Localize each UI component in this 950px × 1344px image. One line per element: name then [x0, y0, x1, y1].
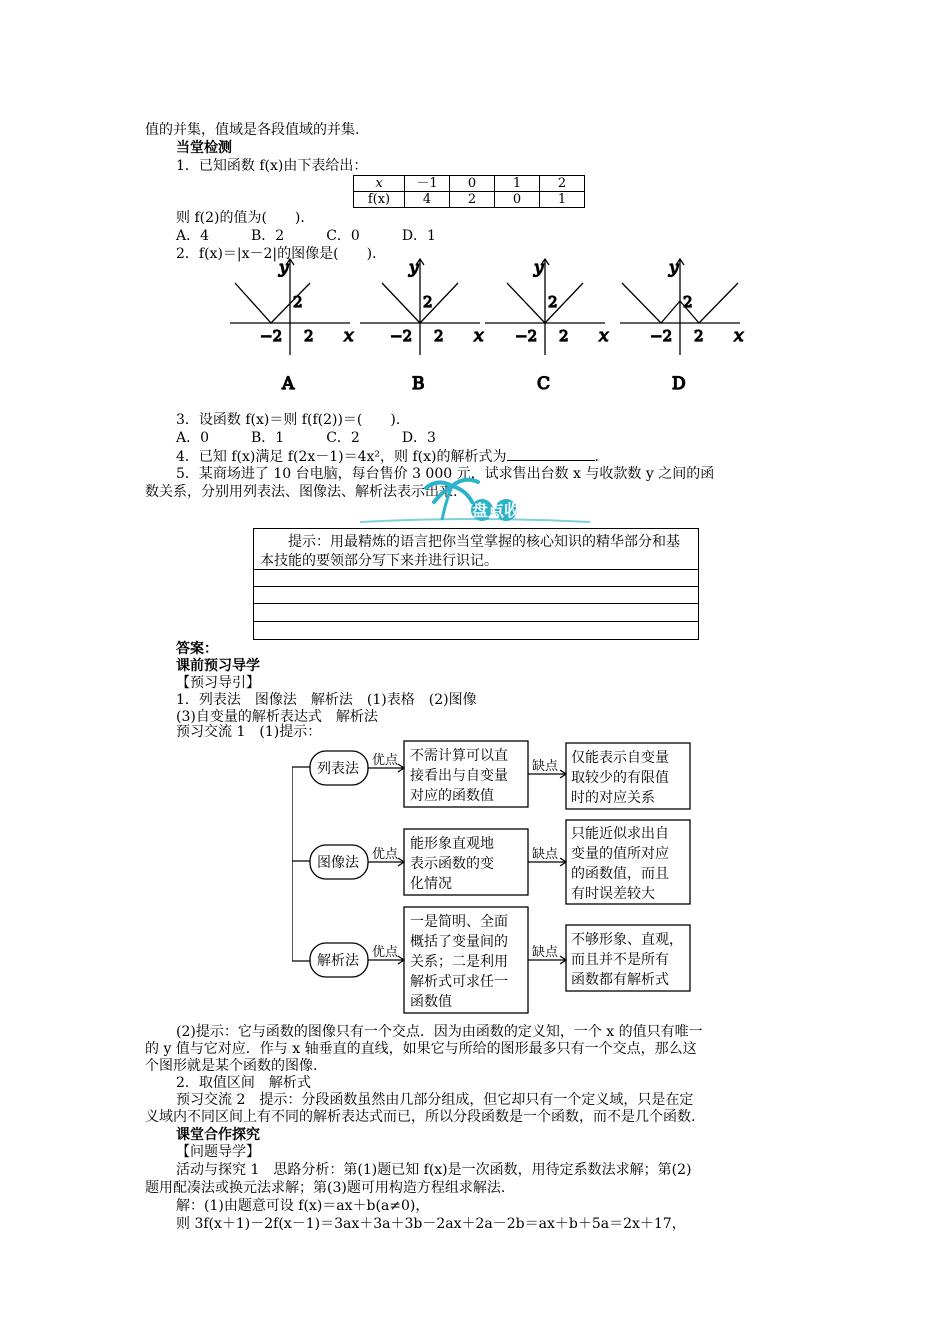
pros-text: 化情况 [410, 876, 452, 892]
question-1: 1．已知函数 f(x)由下表给出： [176, 158, 368, 174]
axis-label-x: x [474, 326, 484, 346]
section-heading: 课堂合作探究 [176, 1127, 260, 1143]
banner-text: 盘点收获 [472, 501, 537, 520]
graph-d [620, 258, 744, 394]
axis-label-y: y [279, 258, 289, 278]
table-cell: 2 [540, 176, 585, 192]
solution-line-1: 解：(1)由题意可设 f(x)＝ax＋b(a≠0)， [176, 1198, 430, 1214]
method-label: 图像法 [317, 855, 359, 871]
table-cell: f(x) [354, 192, 405, 208]
question-1-ask: 则 f(2)的值为( )． [176, 210, 315, 226]
tick-label: 2 [304, 327, 314, 345]
table-cell: x [375, 176, 383, 191]
cons-label: 缺点 [532, 759, 559, 774]
cons-text: 函数都有解析式 [571, 972, 669, 988]
solution-line-2: 则 3f(x＋1)－2f(x－1)＝3ax＋3a＋3b－2ax＋2a－2b＝ax＋b＋5a＝2x＋17， [176, 1216, 686, 1232]
cons-text: 的函数值，而且 [571, 866, 669, 882]
axis-label-y: y [669, 258, 679, 278]
exchange-2-line-2: 义域内不同区间上有不同的解析表达式而已，所以分段函数是一个函数，而不是几个函数. [145, 1109, 696, 1125]
table-cell: 4 [405, 192, 450, 208]
writing-line [254, 603, 698, 604]
graph-options [225, 255, 765, 395]
table-cell: 1 [540, 192, 585, 208]
comparison-diagram [292, 739, 702, 1018]
pros-text: 解析式可求任一 [410, 974, 508, 990]
question-4-text: 4．已知 f(x)满足 f(2x－1)＝4x²，则 f(x)的解析式为 [176, 449, 507, 465]
pros-text: 不需计算可以直 [410, 748, 508, 764]
text-line: 值的并集，值域是各段值域的并集. [145, 122, 360, 138]
pros-text: 对应的函数值 [410, 788, 494, 804]
answers-heading: 答案： [176, 641, 218, 657]
axis-label-y: y [409, 258, 419, 278]
method-label: 列表法 [317, 761, 359, 777]
tick-label: −2 [260, 327, 283, 345]
table-cell: －1 [405, 176, 450, 192]
graph-c [485, 258, 609, 394]
tick-label: 2 [293, 293, 303, 311]
tick-label: 2 [434, 327, 444, 345]
cons-text: 只能近似求出自 [571, 826, 669, 842]
option-label: B [412, 374, 425, 394]
exchange-1: 预习交流 1 (1)提示： [176, 724, 322, 740]
cons-text: 变量的值所对应 [571, 846, 669, 862]
tick-label: 2 [548, 293, 558, 311]
para-2-line-2: 的 y 值与它对应．作与 x 轴垂直的直线，如果它与所给的图形最多只有一个交点，那么这 [145, 1041, 697, 1057]
cons-text: 有时误差较大 [571, 886, 655, 902]
tick-label: −2 [390, 327, 413, 345]
table-cell: 1 [495, 176, 540, 192]
question-5-line-1: 5．某商场进了 10 台电脑，每台售价 3 000 元，试求售出台数 x 与收款数 y 之间的函 [176, 466, 715, 482]
option-label: C [537, 374, 551, 394]
section-heading: 当堂检测 [176, 140, 232, 156]
cons-text: 不够形象、直观， [571, 932, 683, 948]
question-5-line-2: 数关系，分别用列表法、图像法、解析法表示出来. [145, 484, 458, 500]
tick-label: 2 [423, 293, 433, 311]
sub-heading: 【问题导学】 [176, 1144, 260, 1160]
answer-blank [507, 448, 595, 461]
tick-label: 2 [559, 327, 569, 345]
option-label: A [282, 374, 295, 394]
axis-label-y: y [534, 258, 544, 278]
cons-label: 缺点 [532, 945, 559, 960]
pros-label: 优点 [372, 945, 399, 960]
activity-1-line-1: 活动与探究 1 思路分析：第(1)题已知 f(x)是一次函数，用待定系数法求解；第(2) [176, 1162, 692, 1178]
pros-text: 函数值 [410, 994, 452, 1010]
section-heading: 课前预习导学 [176, 658, 260, 674]
summary-hint: 提示：用最精炼的语言把你当堂掌握的核心知识的精华部分和基本技能的要领部分写下来并进行识记。 [260, 534, 680, 569]
graph-a [230, 258, 354, 394]
pros-label: 优点 [372, 847, 399, 862]
sub-heading: 【预习导引】 [176, 675, 260, 691]
tick-label: 2 [694, 327, 704, 345]
pros-text: 一是简明、全面 [410, 914, 508, 930]
axis-label-x: x [344, 326, 354, 346]
question-1-options: A．4 B．2 C．0 D．1 [176, 228, 436, 244]
summary-box [253, 528, 699, 640]
pros-text: 关系；二是利用 [410, 954, 508, 970]
answer-1-cont: (3)自变量的解析表达式 解析法 [176, 709, 378, 725]
answer-1: 1．列表法 图像法 解析法 (1)表格 (2)图像 [176, 692, 477, 708]
method-label: 解析法 [317, 953, 359, 969]
axis-label-x: x [734, 326, 744, 346]
summary-banner [360, 472, 590, 528]
pros-text: 表示函数的变 [410, 856, 494, 872]
cons-text: 时的对应关系 [571, 790, 655, 806]
pros-text: 接看出与自变量 [410, 768, 508, 784]
cons-text: 仅能表示自变量 [571, 750, 669, 766]
exchange-2-line-1: 预习交流 2 提示：分段函数虽然由几部分组成，但它却只有一个定义域，只是在定 [176, 1092, 694, 1108]
para-2-line-3: 个图形就是某个函数的图像. [145, 1058, 318, 1074]
cons-text: 而且并不是所有 [571, 952, 669, 968]
pros-text: 概括了变量间的 [410, 934, 508, 950]
axis-label-x: x [599, 326, 609, 346]
table-cell: 2 [450, 192, 495, 208]
activity-1-line-2: 题用配凑法或换元法求解；第(3)题可用构造方程组求解法. [145, 1180, 506, 1196]
table-cell: 0 [495, 192, 540, 208]
option-label: D [672, 374, 686, 394]
question-4: 4．已知 f(x)满足 f(2x－1)＝4x²，则 f(x)的解析式为 . [176, 449, 599, 465]
cons-text: 取较少的有限值 [571, 770, 669, 786]
writing-line [254, 621, 698, 622]
para-2-line-1: (2)提示：它与函数的图像只有一个交点．因为由函数的定义知，一个 x 的值只有唯一 [176, 1024, 703, 1040]
question-3-options: A．0 B．1 C．2 D．3 [176, 430, 436, 446]
tick-label: −2 [515, 327, 538, 345]
table-cell: 0 [450, 176, 495, 192]
writing-line [254, 586, 698, 587]
writing-line [254, 569, 698, 570]
function-table [353, 175, 585, 208]
question-3: 3．设函数 f(x)＝则 f(f(2))＝( )． [176, 412, 410, 428]
tick-label: 2 [683, 293, 693, 311]
pros-label: 优点 [372, 753, 399, 768]
answer-2: 2．取值区间 解析式 [176, 1075, 311, 1091]
graph-b [360, 258, 484, 394]
pros-text: 能形象直观地 [410, 836, 494, 852]
question-2: 2．f(x)＝|x－2|的图像是( )． [176, 246, 387, 262]
cons-label: 缺点 [532, 847, 559, 862]
tick-label: −2 [650, 327, 673, 345]
